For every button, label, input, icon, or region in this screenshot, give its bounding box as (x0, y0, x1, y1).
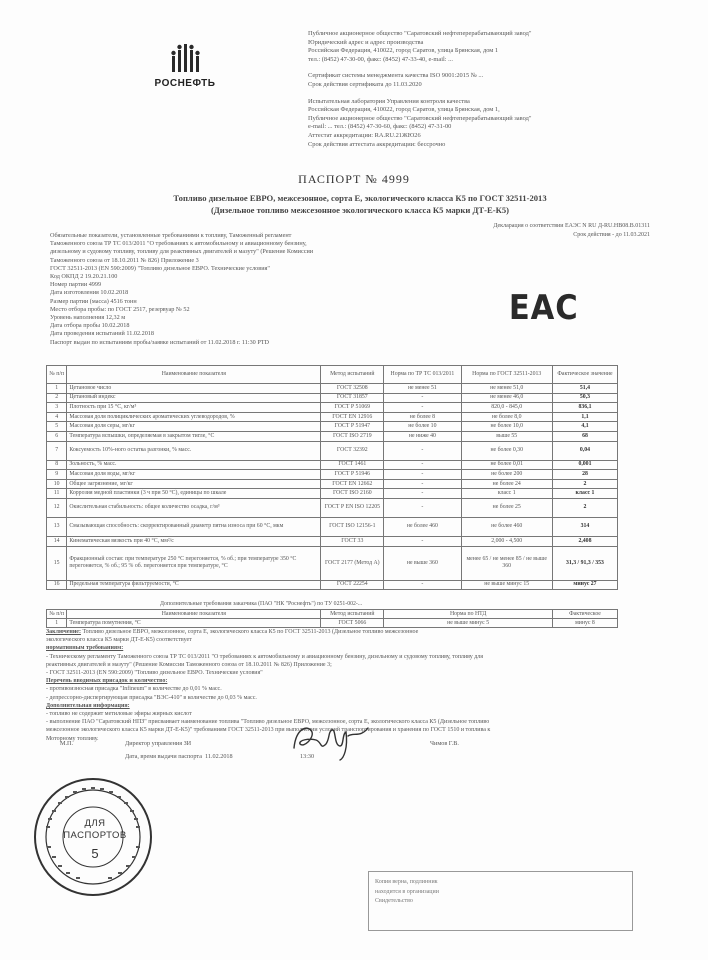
cell-method: ГОСТ 2177 (Метод А) (321, 546, 384, 580)
cell-norm-tr: не более 10 (384, 422, 461, 432)
cell-method: ГОСТ 31857 (321, 393, 384, 403)
meta-line: Дата изготовления 10.02.2018 (50, 289, 129, 297)
cell-norm-gost: не выше минус 15 (461, 580, 552, 590)
cell-method: ГОСТ 5066 (321, 619, 384, 628)
cell-result: 28 (552, 470, 617, 480)
cell-norm-tr: не выше 360 (384, 546, 461, 580)
cell-result: 51,4 (552, 384, 617, 394)
table-row (47, 384, 618, 394)
cell-norm-tr: - (384, 479, 461, 489)
org-line: Срок действия аттестата аккредитации: бессрочно (308, 140, 446, 148)
director-label: Директор управления ЗИ (125, 740, 192, 747)
table-row (47, 403, 618, 413)
additive-line: - противоизносная присадка "Infineum" в количестве до 0,01 % масс. (46, 686, 222, 693)
subtitle-line: Топливо дизельное ЕВРО, межсезонное, сорта Е, экологического класса К5 по ГОСТ 32511-2013 (173, 193, 547, 203)
cell-norm-gost: 2,000 - 4,500 (461, 536, 552, 546)
column-header: Метод испытаний (321, 610, 384, 619)
cell-norm-gost: не более 10,0 (461, 422, 552, 432)
cell-norm-gost: 820,0 - 845,0 (461, 403, 552, 413)
batch-meta (50, 232, 350, 347)
table-row (47, 580, 618, 590)
eac-mark: ЕАС (508, 288, 579, 328)
seal-place-label: М.П. (60, 740, 74, 747)
conclusion-text: Топливо дизельное ЕВРО, межсезонное, сорта Е, экологического класса К5 по ГОСТ 32511-2013 (Дизельное топливо межсезонное (82, 629, 419, 635)
cell-norm-gost: не менее 46,0 (461, 393, 552, 403)
table-row (47, 498, 618, 517)
table-row (47, 470, 618, 480)
table-row (47, 431, 618, 441)
additional-table (46, 609, 618, 628)
cell-name: Массовая доля серы, мг/кг (67, 422, 321, 432)
stamp-line: ПАСПОРТОВ (63, 830, 127, 841)
meta-line: Размер партии (масса) 4516 тонн (50, 297, 137, 305)
additive-line: - депрессорно-диспергирующая присадка "ВЭС-410" в количестве до 0,03 % масс. (46, 694, 257, 701)
org-line: e-mail: ... тел.: (8452) 47-30-60, факс: (8452) 47-31-00 (308, 123, 452, 131)
meta-line: Обязательные показатели, установленные требованиями к топливу, Таможенный регламент (50, 232, 292, 239)
org-line: Испытательная лаборатория Управления контроля качества (308, 97, 470, 105)
cell-norm-gost: не более 200 (461, 470, 552, 480)
organization-header (308, 30, 598, 149)
cell-result: 68 (552, 431, 617, 441)
conclusion-text: экологического класса К5 марки ДТ-Е-К5) соответствует (46, 637, 192, 644)
cell-norm-tr: - (384, 393, 461, 403)
declaration-line: Декларация о соответствии ЕАЭС N RU Д-RU.НВ08.В.01311 (493, 223, 650, 229)
table-row (47, 441, 618, 460)
cell-norm-gost: не более 460 (461, 517, 552, 536)
column-header: Норма по ГОСТ 32511-2013 (461, 366, 552, 384)
column-header: Фактическое значение (552, 366, 617, 384)
cell-num: 7 (47, 441, 67, 460)
table-row (47, 536, 618, 546)
cell-name: Массовая доля воды, мг/кг (67, 470, 321, 480)
cell-norm-tr: не ниже 40 (384, 431, 461, 441)
cell-num: 1 (47, 384, 67, 394)
cell-method: ГОСТ 22254 (321, 580, 384, 590)
passport-title: ПАСПОРТ № 4999 (298, 172, 410, 186)
cell-result: минус 27 (552, 580, 617, 590)
cell-method: ГОСТ Р 51069 (321, 403, 384, 413)
cell-name: Зольность, % масс. (67, 460, 321, 470)
cell-method: ГОСТ 33 (321, 536, 384, 546)
requirement-line: - ГОСТ 32511-2013 (EN 590:2009) "Топливо дизельное ЕВРО. Технические условия" (46, 670, 263, 677)
quality-table (46, 365, 618, 590)
box-line: Копия верна, подлинник (375, 879, 438, 885)
cell-name: Цетановый индекс (67, 393, 321, 403)
org-line: Публичное акционерное общество "Саратовский нефтеперерабатывающий завод" (308, 30, 532, 37)
meta-line: ГОСТ 32511-2013 (EN 590:2009) "Топливо дизельное ЕВРО. Технические условия" (50, 264, 270, 272)
cell-norm: не выше минус 5 (384, 619, 553, 628)
cell-norm-tr: не менее 51 (384, 384, 461, 394)
box-line: находится в организации (375, 888, 439, 895)
meta-line: Таможенного союза ТР ТС 013/2011 "О требованиях к автомобильному и авиационному бензину, (50, 240, 307, 248)
meta-line: Место отбора пробы: по ГОСТ 2517, резервуар № 52 (50, 305, 190, 313)
table-header-row (47, 366, 618, 384)
copy-certification-box (368, 871, 633, 931)
cell-norm-gost: класс 1 (461, 489, 552, 499)
stamp-line: ДЛЯ (84, 818, 106, 829)
cell-result: 0,04 (552, 441, 617, 460)
cell-num: 6 (47, 431, 67, 441)
requirement-line: реактивных двигателей и мазуту" (Решение Комиссии Таможенного союза от 18.10.2011 № 826) Приложение 3; (46, 661, 332, 668)
table-body (47, 384, 618, 590)
additives-label: Перечень вводимых присадок и количество: (46, 678, 168, 685)
org-line: тел.: (8452) 47-30-00, факс: (8452) 47-33-40, e-mail: ... (308, 55, 453, 63)
cell-result: 4,1 (552, 422, 617, 432)
column-header: № п/п (47, 366, 67, 384)
column-header: Норма по ТР ТС 013/2011 (384, 366, 461, 384)
cell-result: 314 (552, 517, 617, 536)
issue-time-value: 13:30 (300, 753, 315, 760)
additional-title: Дополнительные требования заказчика (ПАО "НК "Роснефть") по ТУ 0251-002-... (160, 601, 363, 607)
meta-line: Таможенного союза от 18.10.2011 № 826) Приложение 3 (50, 256, 199, 264)
extra-info-line: - выполнение ПАО "Саратовский НПЗ" присваивает наименование топлива "Топливо дизельное ЕВРО, межсезонное, сорта Е, экологического класса К5 (Дизельное топливо (46, 719, 490, 726)
org-line: Российская Федерация, 410022, город Саратов, улица Брянская, дом 1 (308, 47, 499, 55)
meta-line: Паспорт выдан по испытаниям пробы/заявке испытаний от 11.02.2018 г. 11:30 PTD (50, 338, 270, 346)
cell-num: 2 (47, 393, 67, 403)
conclusion-label: Заключение: (46, 629, 81, 635)
org-line: Сертификат системы менеджмента качества ISO 9001:2015 № ... (308, 72, 484, 80)
cell-name: Температура помутнения, °С (67, 619, 321, 628)
column-header: № п/п (47, 610, 67, 619)
table-row (47, 619, 618, 628)
table-row (47, 412, 618, 422)
cell-name: Температура вспышки, определяемая в закрытом тигле, °С (67, 431, 321, 441)
box-line: Свидетельство (375, 898, 413, 904)
cell-norm-tr: - (384, 536, 461, 546)
meta-line: Код ОКПД 2 19.20.21.100 (50, 273, 118, 281)
org-line: Аттестат аккредитации: RA.RU.21ЖЮ26 (308, 131, 421, 139)
extra-info-line: - топливо не содержит метиловые эфиры жирных кислот (46, 711, 192, 718)
cell-name: Фракционный состав: при температуре 250 °С перегоняется, % об.; при температуре 350 °С перегоняется, % об.; 95 % об. перегоняется при температуре, °С (67, 546, 321, 580)
cell-num: 5 (47, 422, 67, 432)
cell-result: класс 1 (552, 489, 617, 499)
cell-result: 2,408 (552, 536, 617, 546)
cell-name: Коррозия медной пластинки (3 ч при 50 °С), единицы по шкале (67, 489, 321, 499)
cell-name: Цетановое число (67, 384, 321, 394)
stamp-text (60, 818, 130, 861)
cell-num: 4 (47, 412, 67, 422)
cell-norm-gost: выше 55 (461, 431, 552, 441)
rosneft-logo-icon (167, 42, 203, 74)
cell-name: Кинематическая вязкость при 40 °С, мм²/с (67, 536, 321, 546)
cell-name: Массовая доля полициклических ароматических углеводородов, % (67, 412, 321, 422)
table-row (47, 489, 618, 499)
column-header: Наименование показателя (67, 366, 321, 384)
cell-method: ГОСТ ISO 12156-1 (321, 517, 384, 536)
cell-norm-tr: не более 460 (384, 517, 461, 536)
cell-method: ГОСТ 1461 (321, 460, 384, 470)
cell-result: 31,3 / 91,3 / 353 (552, 546, 617, 580)
org-line: Юридический адрес и адрес производства (308, 38, 424, 46)
meta-line: Дата проведения испытаний 11.02.2018 (50, 330, 154, 338)
table-row (47, 393, 618, 403)
cell-norm-gost: не более 8,0 (461, 412, 552, 422)
cell-name: Плотность при 15 °С, кг/м³ (67, 403, 321, 413)
issue-date-value: 11.02.2018 (205, 753, 233, 760)
cell-num: 13 (47, 517, 67, 536)
cell-num: 12 (47, 498, 67, 517)
cell-norm-gost: не более 24 (461, 479, 552, 489)
table-header-row (47, 610, 618, 619)
extra-info-label: Дополнительная информация: (46, 702, 130, 709)
subtitle-line: (Дизельное топливо межсезонное экологического класса К5 марки ДТ-Е-К5) (211, 205, 509, 215)
cell-name: Предельная температура фильтруемости, °С (67, 580, 321, 590)
cell-norm-tr: - (384, 460, 461, 470)
cell-num: 14 (47, 536, 67, 546)
cell-norm-gost: не более 0,01 (461, 460, 552, 470)
cell-name: Окислительная стабильность: общее количество осадка, г/м³ (67, 498, 321, 517)
cell-result: 0,001 (552, 460, 617, 470)
cell-num: 9 (47, 470, 67, 480)
cell-num: 8 (47, 460, 67, 470)
org-line: Срок действия сертификата до 11.03.2020 (308, 80, 422, 88)
cell-num: 3 (47, 403, 67, 413)
table-row (47, 546, 618, 580)
cell-norm-tr: не более 8 (384, 412, 461, 422)
cell-method: ГОСТ 32508 (321, 384, 384, 394)
cell-num: 10 (47, 479, 67, 489)
stamp-number: 5 (91, 846, 99, 861)
org-line: Публичное акционерное общество "Саратовский нефтеперерабатывающий завод" (308, 114, 532, 122)
issue-date-label: Дата, время выдачи паспорта (125, 753, 202, 760)
cell-num: 15 (47, 546, 67, 580)
cell-norm-tr: - (384, 489, 461, 499)
cell-method: ГОСТ ISO 2719 (321, 431, 384, 441)
table-row (47, 422, 618, 432)
column-header: Наименование показателя (67, 610, 321, 619)
cell-result: 2 (552, 479, 617, 489)
cell-norm-gost: менее 65 / не менее 85 / не выше 360 (461, 546, 552, 580)
extra-info-line: межсезонное экологического класса К5 марки ДТ-Е-К5)" требованиям ГОСТ 32511-2013 при выполнении условий транспортирования и хранения по ГОСТ 1510 и топлива к (46, 727, 491, 734)
cell-name: Коксуемость 10%-ного остатка разгонки, % масс. (67, 441, 321, 460)
meta-line: дизельному и судовому топливу, топливу для реактивных двигателей и мазуту" (Решение Комиссии (50, 248, 314, 256)
cell-norm-gost: не более 0,30 (461, 441, 552, 460)
cell-norm-gost: не менее 51,0 (461, 384, 552, 394)
cell-result: 50,3 (552, 393, 617, 403)
cell-norm-tr: - (384, 580, 461, 590)
column-header: Норма по НТД (384, 610, 553, 619)
declaration-line: Срок действия - до 11.03.2021 (573, 232, 650, 238)
cell-norm-tr: - (384, 403, 461, 413)
meta-line: Номер партии 4999 (50, 281, 102, 289)
column-header: Фактическое (552, 610, 617, 619)
cell-num: 1 (47, 619, 67, 628)
cell-result: минус 8 (552, 619, 617, 628)
cell-norm-tr: - (384, 498, 461, 517)
meta-line: Уровень наполнения 12,32 м (50, 314, 126, 322)
logo-text: РОСНЕФТЬ (154, 78, 216, 89)
table-row (47, 479, 618, 489)
passport-subtitle (80, 192, 640, 216)
cell-method: ГОСТ Р 51947 (321, 422, 384, 432)
cell-num: 16 (47, 580, 67, 590)
requirements-label: нормативным требованиям: (46, 645, 124, 652)
table-row (47, 460, 618, 470)
meta-line: Дата отбора пробы 10.02.2018 (50, 322, 130, 330)
cell-method: ГОСТ 32392 (321, 441, 384, 460)
cell-num: 11 (47, 489, 67, 499)
column-header: Метод испытаний (321, 366, 384, 384)
signatory-name: Чимов Г.В. (430, 740, 459, 747)
extra-info-line: Моторному топливу. (46, 735, 99, 742)
cell-norm-tr: - (384, 441, 461, 460)
company-logo (140, 42, 230, 92)
cell-method: ГОСТ Р EN ISO 12205 (321, 498, 384, 517)
cell-norm-gost: не более 25 (461, 498, 552, 517)
table-row (47, 517, 618, 536)
cell-result: 1,1 (552, 412, 617, 422)
cell-result: 2 (552, 498, 617, 517)
cell-name: Общее загрязнение, мг/кг (67, 479, 321, 489)
requirement-line: - Техническому регламенту Таможенного союза ТР ТС 013/2011 "О требованиях к автомобильному и авиационному бензину, дизельному и судовому топливу, топливу для (46, 653, 484, 660)
org-line: Российская Федерация, 410022, город Саратов, улица Брянская, дом 1, (308, 106, 500, 114)
declaration (410, 222, 650, 240)
cell-method: ГОСТ Р 51946 (321, 470, 384, 480)
cell-method: ГОСТ EN 12916 (321, 412, 384, 422)
cell-method: ГОСТ EN 12662 (321, 479, 384, 489)
cell-name: Смазывающая способность: скорректированный диаметр пятна износа при 60 °С, мкм (67, 517, 321, 536)
cell-result: 836,1 (552, 403, 617, 413)
cell-norm-tr: - (384, 470, 461, 480)
cell-method: ГОСТ ISO 2160 (321, 489, 384, 499)
